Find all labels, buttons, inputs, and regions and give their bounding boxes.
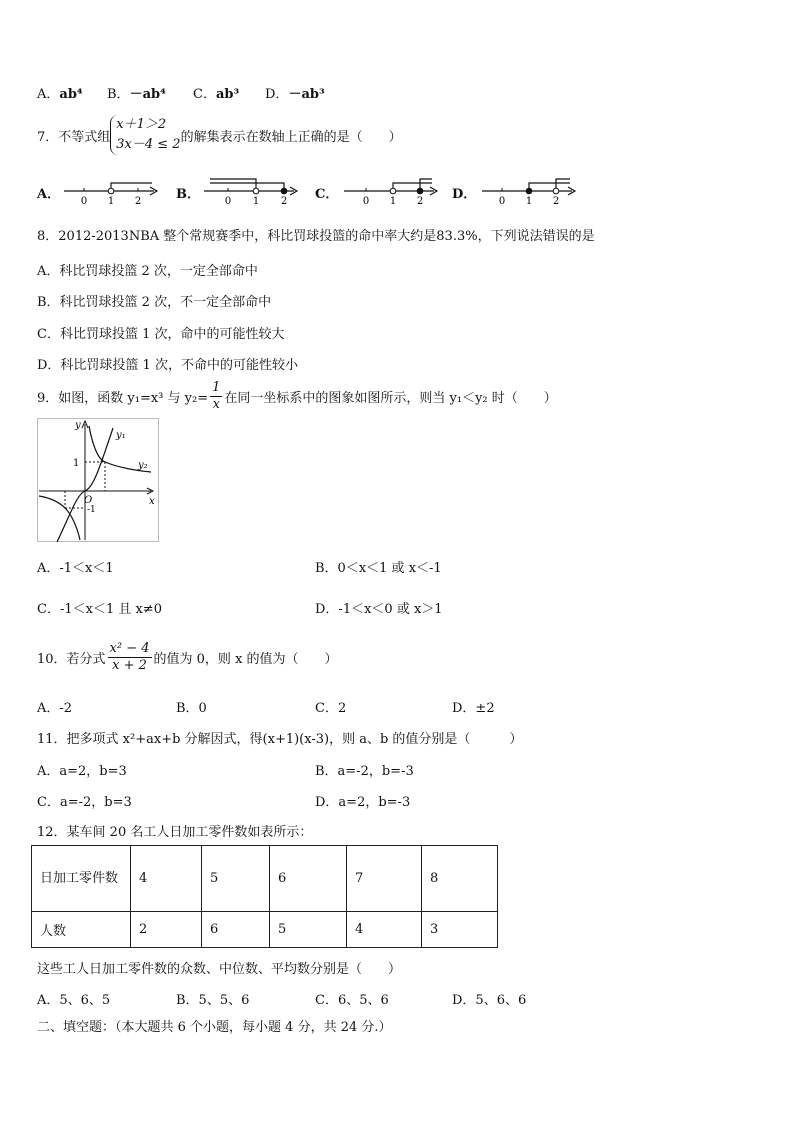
table-row: [32, 846, 498, 912]
tick-1: 1: [107, 196, 115, 206]
q10-suffix: 的值为 0，则 x 的值为（ ）: [153, 652, 338, 667]
q6-option-a-text: ab⁴: [59, 87, 83, 102]
q10-prefix: 10．若分式: [37, 652, 106, 667]
q6-option-b-label: B．: [107, 87, 130, 102]
tick-0: 0: [80, 196, 88, 206]
q9-option-b: B．0＜x＜1 或 x＜-1: [315, 561, 442, 576]
q6-option-a-label: A．: [37, 87, 60, 102]
q11-option-d: D．a=2，b=-3: [315, 795, 411, 810]
q6-option-c-label: C．: [193, 87, 216, 102]
q12-option-b: B．5、5、6: [176, 993, 250, 1008]
q9-fraction: [210, 380, 222, 413]
table-cell: 日加工零件数: [32, 846, 131, 912]
q7-ineq-2: 3x－4 ≤ 2: [116, 137, 181, 152]
q9-stem: [37, 380, 557, 413]
q9-frac-num: 1: [212, 380, 221, 395]
q9-option-d: D．-1＜x＜0 或 x＞1: [315, 602, 443, 617]
tick-2: 2: [416, 196, 424, 206]
q7-prefix: 7．不等式组: [37, 129, 111, 145]
q8-option-c: C．科比罚球投篮 1 次，命中的可能性较大: [37, 327, 285, 342]
q9-graph: [37, 418, 159, 542]
q8-option-d: D．科比罚球投篮 1 次，不命中的可能性较小: [37, 358, 298, 373]
q7-numberline-a: [62, 176, 160, 206]
tick-1: 1: [525, 196, 533, 206]
q7-numberline-b: [202, 176, 300, 206]
q7-ineq-1: x＋1＞2: [116, 117, 167, 132]
q7-option-c-label: C．: [315, 187, 339, 202]
table-cell: 6: [202, 912, 270, 948]
tick-2: 2: [134, 196, 142, 206]
tick-1: 1: [389, 196, 397, 206]
table-row: [32, 912, 498, 948]
tick-2: 2: [552, 196, 560, 206]
q9-option-a: A．-1＜x＜1: [37, 561, 114, 576]
q7-numberline-d: [480, 176, 578, 206]
table-cell: 3: [422, 912, 498, 948]
q11-stem: 11．把多项式 x²+ax+b 分解因式，得(x+1)(x-3)，则 a、b 的值分别是（ ）: [37, 732, 523, 747]
section-heading: 二、填空题：（本大题共 6 个小题，每小题 4 分，共 24 分.）: [37, 1020, 392, 1035]
q9-stem-a: 9．如图，函数 y₁=x³ 与 y₂=: [37, 391, 209, 406]
q8-option-a: A．科比罚球投篮 2 次，一定全部命中: [37, 264, 258, 279]
tick-2: 2: [280, 196, 288, 206]
table-cell: 5: [202, 846, 270, 912]
q6-option-d-label: D．: [265, 87, 289, 102]
q11-option-b: B．a=-2，b=-3: [315, 764, 414, 779]
tick-0: 0: [362, 196, 370, 206]
q7-numberline-c: [342, 176, 440, 206]
table-cell: 4: [131, 846, 202, 912]
table-cell: 2: [131, 912, 202, 948]
table-cell: 7: [347, 846, 422, 912]
q7-suffix: 的解集表示在数轴上正确的是（ ）: [180, 129, 402, 145]
q9-graph-y2: y₂: [138, 460, 148, 471]
q11-option-c: C．a=-2，b=3: [37, 795, 132, 810]
q9-stem-b: 在同一坐标系中的图象如图所示，则当 y₁＜y₂ 时（ ）: [224, 391, 557, 406]
q6-option-a: [37, 83, 83, 102]
q6-option-c-text: ab³: [215, 87, 240, 102]
q12-option-a: A．5、6、5: [37, 993, 111, 1008]
tick-0: 0: [224, 196, 232, 206]
q9-graph-y1: y₁: [116, 430, 126, 441]
q12-option-c: C．6、5、6: [315, 993, 389, 1008]
q6-option-d-text: －ab³: [288, 87, 325, 102]
q6-option-b: [107, 83, 166, 102]
q10-option-a: A．-2: [37, 701, 73, 716]
q9-graph-x-label: x: [149, 496, 155, 507]
q8-option-b: B．科比罚球投篮 2 次，不一定全部命中: [37, 295, 272, 310]
q9-graph-origin: O: [84, 495, 93, 506]
q10-frac-num: x² − 4: [109, 641, 150, 656]
q6-option-c: [193, 83, 239, 102]
q12-stem: 12．某车间 20 名工人日加工零件数如表所示：: [37, 825, 313, 840]
q9-frac-den: x: [212, 397, 220, 412]
q6-option-b-text: －ab⁴: [129, 87, 166, 102]
q6-option-d: [265, 83, 325, 102]
q12-question: 这些工人日加工零件数的众数、中位数、平均数分别是（ ）: [37, 962, 402, 977]
tick-1: 1: [252, 196, 260, 206]
q7-stem: [37, 115, 402, 155]
q12-option-d: D．5、6、6: [452, 993, 527, 1008]
q11-option-a: A．a=2，b=3: [37, 764, 127, 779]
q10-option-b: B．0: [176, 701, 207, 716]
q8-stem: 8．2012-2013NBA 整个常规赛季中，科比罚球投篮的命中率大约是83.3%，下列说法错误的是: [37, 229, 595, 244]
q10-option-c: C．2: [315, 701, 347, 716]
q7-option-d-label: D．: [452, 187, 477, 202]
q7-inequality-system: [110, 115, 180, 155]
q10-fraction: [108, 641, 152, 674]
q9-graph-neg-one: -1: [87, 505, 96, 515]
q12-table: [31, 845, 498, 948]
table-cell: 4: [347, 912, 422, 948]
table-cell: 人数: [32, 912, 131, 948]
table-cell: 8: [422, 846, 498, 912]
q7-option-a-label: A．: [37, 187, 61, 202]
q10-stem: [37, 641, 338, 674]
q9-option-c: C．-1＜x＜1 且 x≠0: [37, 602, 162, 617]
q10-option-d: D．±2: [452, 701, 495, 716]
q10-frac-den: x + 2: [112, 658, 147, 673]
table-cell: 6: [270, 846, 347, 912]
q9-graph-one: 1: [73, 458, 80, 469]
tick-0: 0: [498, 196, 506, 206]
q7-option-b-label: B．: [176, 187, 200, 202]
q9-graph-y-label: y: [75, 420, 81, 431]
table-cell: 5: [270, 912, 347, 948]
